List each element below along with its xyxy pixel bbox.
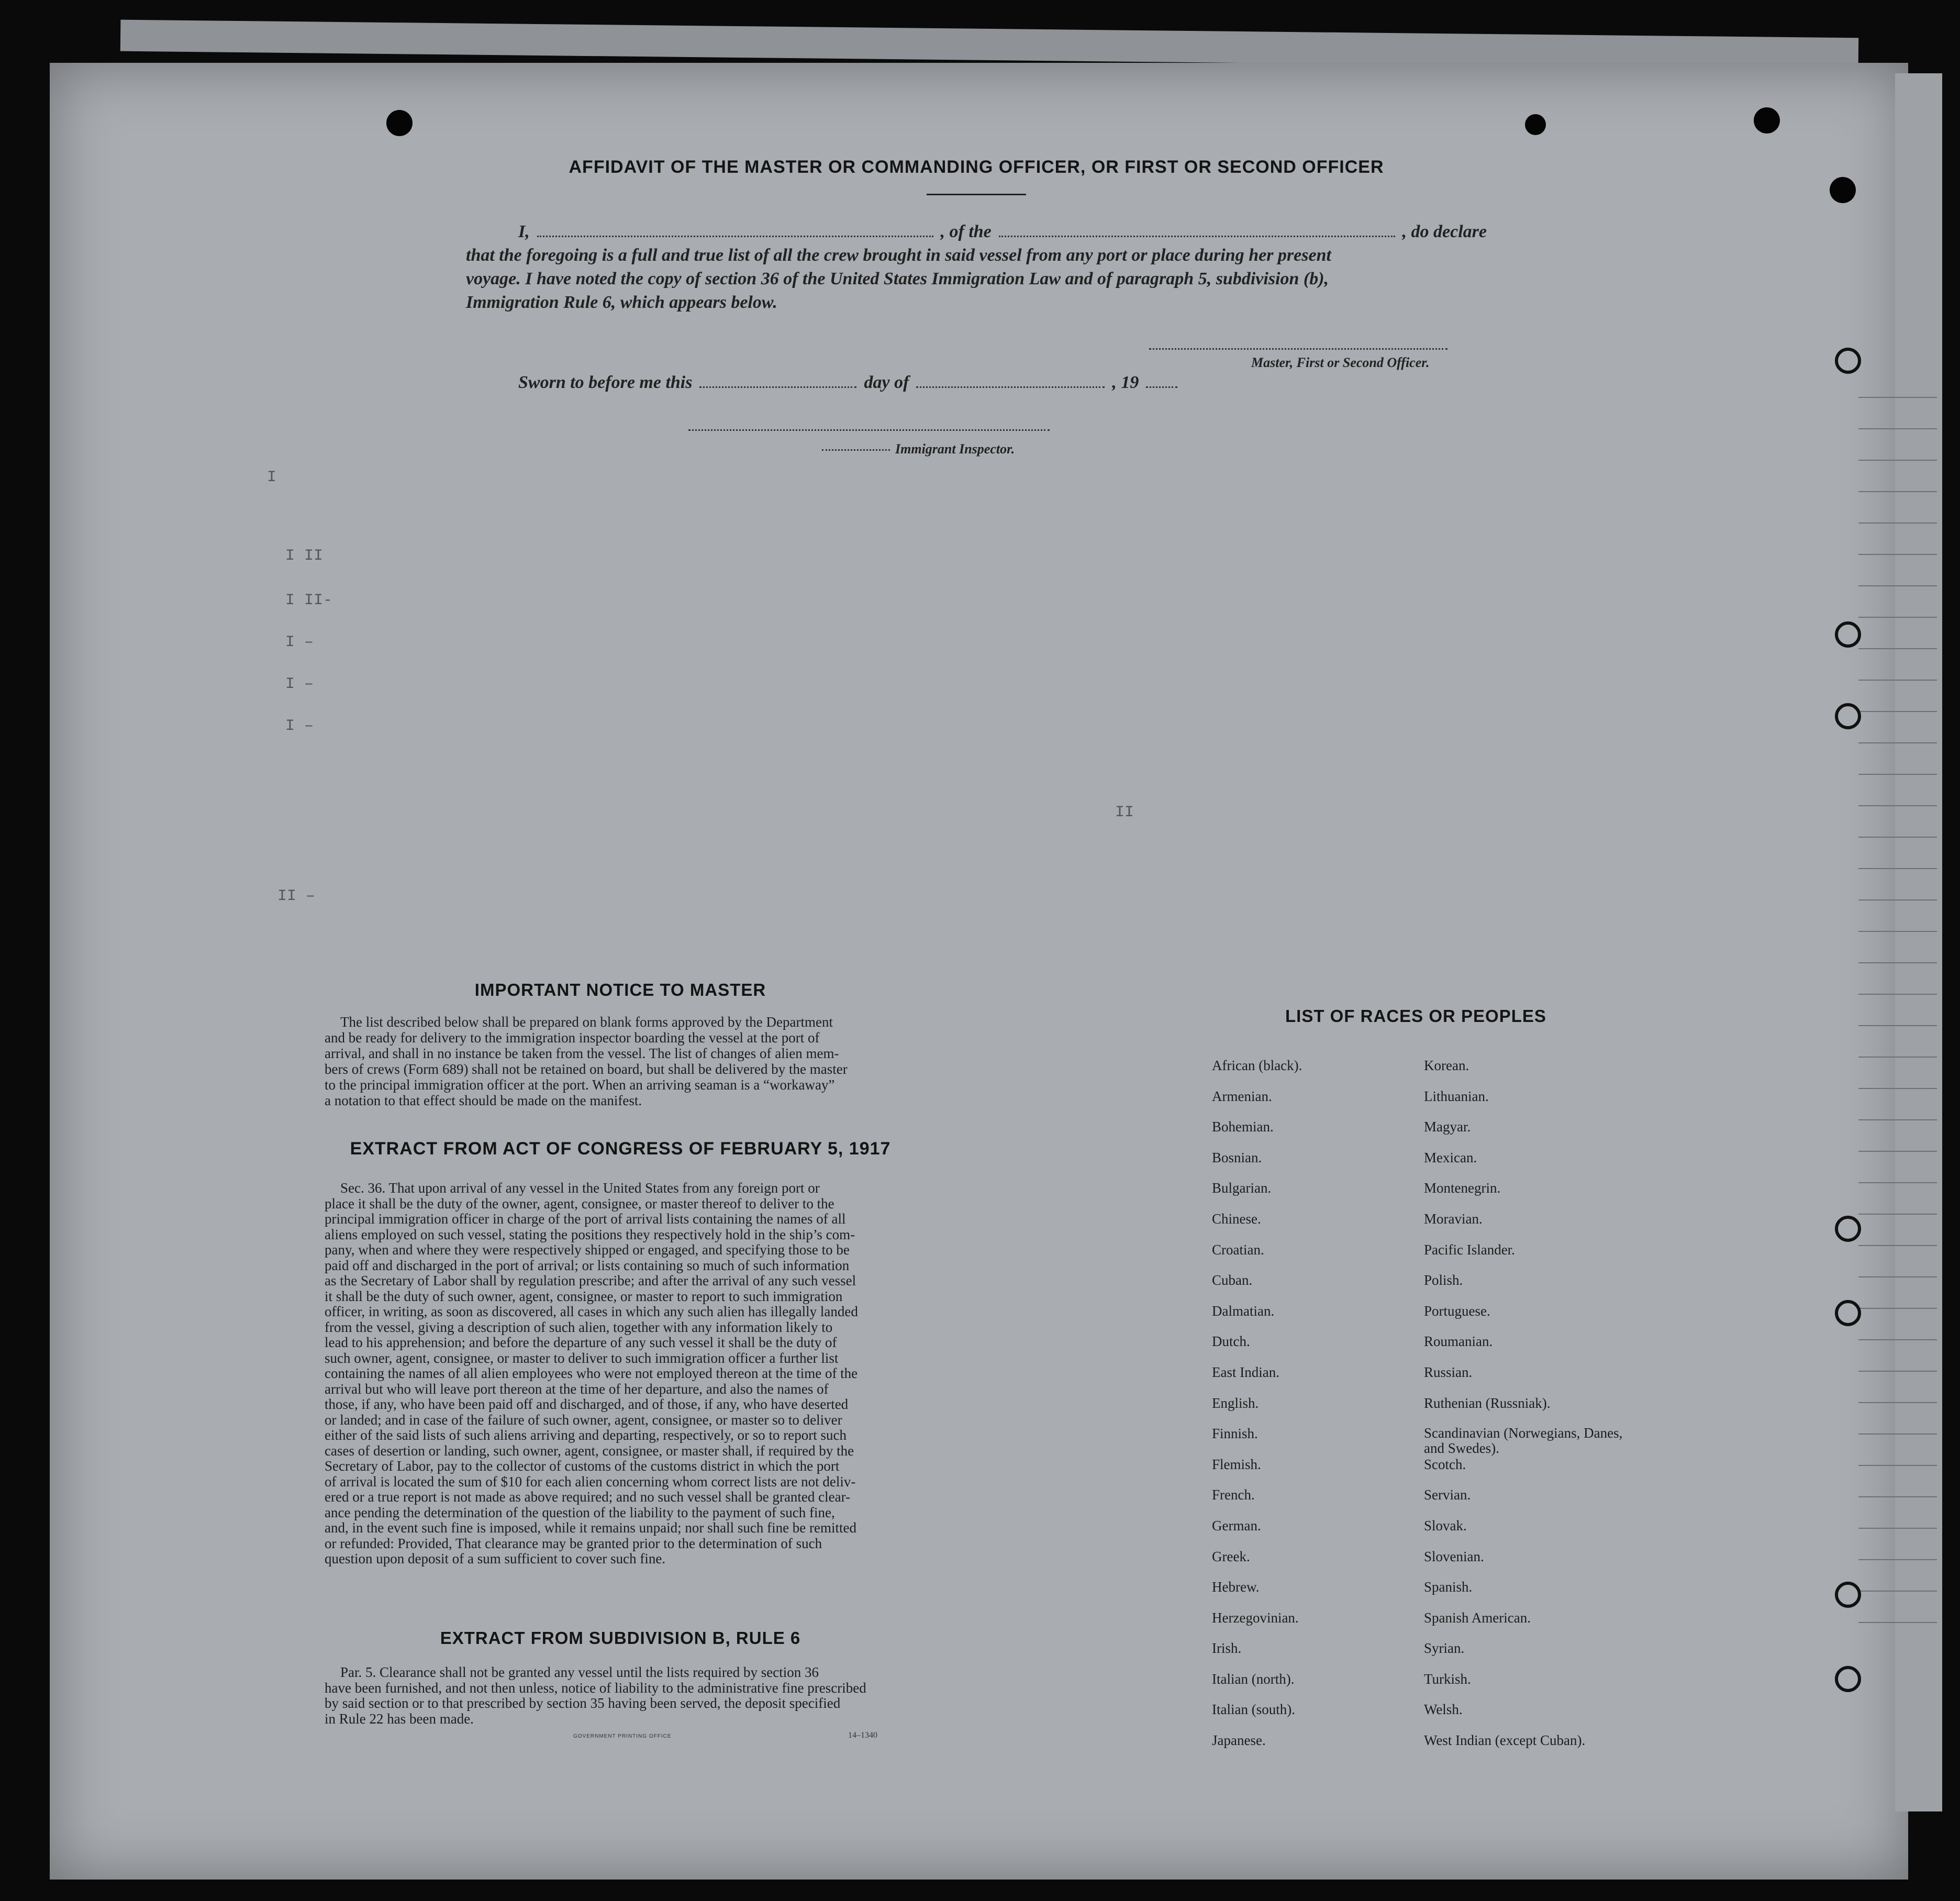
race-item: Armenian.: [1212, 1088, 1272, 1104]
notice-text: [325, 1014, 927, 1108]
race-item: Ruthenian (Russniak).: [1424, 1395, 1551, 1411]
act-text: [325, 1181, 927, 1567]
race-item: Dalmatian.: [1212, 1303, 1275, 1319]
inspector-label: Immigrant Inspector.: [895, 441, 1015, 457]
act-line: either of the said lists of such aliens arriving and departing, respectively, or so to report such: [325, 1427, 847, 1443]
sworn-line: [518, 373, 1177, 393]
sworn-prefix: Sworn to before me this: [518, 373, 693, 392]
rule6-line: have been furnished, and not then unless, notice of liability to the administrative fine prescribed: [325, 1680, 866, 1696]
notice-line: a notation to that effect should be made on the manifest.: [325, 1093, 642, 1108]
ledger-lines: [1858, 366, 1937, 1623]
margin-mark: I –: [285, 675, 314, 693]
act-line: paid off and discharged in the port of arrival; or lists containing so much of such information: [325, 1257, 850, 1273]
punch-ring: [1835, 703, 1861, 729]
act-line: from the vessel, giving a description of such alien, together with any information likely to: [325, 1319, 833, 1335]
sworn-month-field[interactable]: [916, 386, 1105, 388]
margin-mark: I II-: [285, 592, 333, 609]
punch-ring: [1835, 1582, 1861, 1608]
race-item: Dutch.: [1212, 1333, 1250, 1350]
race-item: Scandinavian (Norwegians, Danes, and Swedes).: [1424, 1425, 1623, 1457]
inspector-signature-field[interactable]: [688, 429, 1050, 431]
margin-mark: II –: [277, 887, 316, 905]
races-column-1: [1212, 1058, 1302, 1763]
margin-mark: I: [267, 469, 277, 486]
notice-line: bers of crews (Form 689) shall not be retained on board, but shall be delivered by the master: [325, 1061, 848, 1077]
title-rule: [927, 194, 1026, 195]
affidavit-line: that the foregoing is a full and true list of all the crew brought in said vessel from any port or place during her present: [466, 246, 1331, 265]
race-item: Bohemian.: [1212, 1119, 1274, 1135]
race-item: African (black).: [1212, 1058, 1302, 1073]
race-item: Russian.: [1424, 1364, 1473, 1380]
act-line: containing the names of all alien employees who were not employed thereon at the time of the: [325, 1365, 858, 1381]
race-item: Pacific Islander.: [1424, 1241, 1515, 1258]
race-item: Finnish.: [1212, 1426, 1258, 1442]
notice-title: IMPORTANT NOTICE TO MASTER: [474, 980, 766, 999]
rule6-line: by said section or to that prescribed by section 35 having been served, the deposit specified: [325, 1695, 841, 1711]
race-item: Cuban.: [1212, 1272, 1253, 1288]
race-item: Polish.: [1424, 1272, 1463, 1288]
race-item: Korean.: [1424, 1058, 1469, 1073]
act-line: it shall be the duty of such owner, agent, consignee, or master to report to such immigration: [325, 1288, 843, 1304]
master-signature-field[interactable]: [1149, 348, 1447, 350]
inspector-dots: [822, 449, 890, 451]
act-line: Sec. 36. That upon arrival of any vessel in the United States from any foreign port or: [340, 1180, 820, 1196]
punch-ring: [1835, 1300, 1861, 1326]
rule6-text: [325, 1665, 942, 1727]
race-item: Croatian.: [1212, 1241, 1264, 1258]
act-line: such owner, agent, consignee, or master to deliver to such immigration officer a further list: [325, 1350, 839, 1366]
act-line: and, in the event such fine is imposed, while it remains unpaid; nor shall such fine be remitted: [325, 1520, 857, 1536]
affidavit-declare: , do declare: [1402, 222, 1487, 241]
race-item: French.: [1212, 1487, 1255, 1503]
race-item: Slovenian.: [1424, 1548, 1484, 1564]
race-item: West Indian (except Cuban).: [1424, 1732, 1586, 1749]
race-item: Greek.: [1212, 1548, 1250, 1564]
race-item: Servian.: [1424, 1487, 1471, 1503]
act-line: of arrival is located the sum of $10 for each alien concerning whom correct lists are not deliv-: [325, 1473, 856, 1489]
act-line: question upon deposit of a sum sufficient to cover such fine.: [325, 1551, 666, 1566]
act-line: or refunded: Provided, That clearance may be granted prior to the determination of such: [325, 1535, 822, 1551]
sworn-year-field[interactable]: [1146, 386, 1177, 388]
punch-hole: [386, 110, 413, 136]
margin-mark: I II: [285, 547, 324, 565]
race-item: German.: [1212, 1517, 1261, 1533]
race-item: Moravian.: [1424, 1210, 1483, 1227]
act-line: or landed; and in case of the failure of such owner, agent, consignee, or master so to deliver: [325, 1411, 842, 1428]
act-line: officer, in writing, as soon as discovered, all cases in which any such alien has illegally landed: [325, 1304, 858, 1319]
race-item: Scotch.: [1424, 1456, 1466, 1472]
underlying-sheet: [120, 20, 1858, 70]
affidavit-title: AFFIDAVIT OF THE MASTER OR COMMANDING OFFICER, OR FIRST OR SECOND OFFICER: [569, 157, 1384, 177]
act-line: ance pending the determination of the question of the liability to the payment of such fine,: [325, 1504, 835, 1520]
race-item: Turkish.: [1424, 1671, 1471, 1687]
races-column-2: [1424, 1058, 1644, 1763]
sworn-year: , 19: [1112, 373, 1139, 392]
act-line: principal immigration officer in charge of the port of arrival lists containing the names of all: [325, 1211, 846, 1227]
race-item: Montenegrin.: [1424, 1180, 1501, 1196]
printer-imprint: GOVERNMENT PRINTING OFFICE: [573, 1733, 672, 1739]
notice-line: arrival, and shall in no instance be taken from the vessel. The list of changes of alien mem-: [325, 1046, 839, 1061]
sworn-day-of: day of: [864, 373, 909, 392]
act-line: cases of desertion or landing, such owner, agent, consignee, or master shall, if required by the: [325, 1442, 854, 1459]
race-item: Bosnian.: [1212, 1149, 1262, 1165]
race-item: Spanish American.: [1424, 1609, 1531, 1626]
race-item: Chinese.: [1212, 1210, 1261, 1227]
notice-line: to the principal immigration officer at the port. When an arriving seaman is a “workaway”: [325, 1077, 835, 1093]
race-item: Italian (north).: [1212, 1671, 1295, 1687]
races-title: LIST OF RACES OR PEOPLES: [1285, 1006, 1546, 1026]
act-line: Secretary of Labor, pay to the collector of customs of the customs district in which the port: [325, 1458, 840, 1474]
punch-hole: [1830, 177, 1856, 203]
act-line: arrival but who will leave port thereon at the time of her departure, and also the names of: [325, 1381, 829, 1397]
margin-mark: II: [1115, 804, 1134, 821]
race-item: Magyar.: [1424, 1119, 1471, 1135]
race-item: English.: [1212, 1395, 1259, 1411]
race-item: Flemish.: [1212, 1456, 1261, 1472]
act-line: those, if any, who have been paid off and discharged, and of those, if any, who have deserted: [325, 1396, 849, 1412]
affidavit-text: [466, 220, 1487, 314]
vessel-field[interactable]: [999, 236, 1395, 237]
affidavit-line: Immigration Rule 6, which appears below.: [466, 293, 777, 312]
margin-mark: I –: [285, 717, 314, 735]
punch-ring: [1835, 1216, 1861, 1242]
race-item: Hebrew.: [1212, 1579, 1260, 1595]
rule6-line: Par. 5. Clearance shall not be granted any vessel until the lists required by section 36: [340, 1664, 819, 1680]
margin-mark: I –: [285, 633, 314, 651]
notice-line: and be ready for delivery to the immigration inspector boarding the vessel at the port of: [325, 1030, 820, 1046]
race-item: Herzegovinian.: [1212, 1609, 1299, 1626]
race-item: Irish.: [1212, 1640, 1242, 1657]
act-line: place it shall be the duty of the owner, agent, consignee, or master thereof to deliver to the: [325, 1195, 834, 1211]
affidavit-line: voyage. I have noted the copy of section 36 of the United States Immigration Law and of paragraph 5, subdivision (b),: [466, 269, 1329, 288]
race-item: Portuguese.: [1424, 1303, 1490, 1319]
name-field[interactable]: [537, 236, 933, 237]
punch-hole: [1754, 107, 1780, 134]
punch-ring: [1835, 1666, 1861, 1692]
race-item: Japanese.: [1212, 1732, 1266, 1749]
race-item: Lithuanian.: [1424, 1088, 1489, 1104]
race-item: Slovak.: [1424, 1517, 1467, 1533]
punch-hole: [1525, 114, 1546, 135]
act-line: lead to his apprehension; and before the departure of any such vessel it shall be the duty of: [325, 1335, 837, 1350]
race-item: Mexican.: [1424, 1149, 1477, 1165]
punch-ring: [1835, 621, 1861, 648]
race-item: Syrian.: [1424, 1640, 1465, 1657]
punch-ring: [1835, 348, 1861, 374]
race-item: Roumanian.: [1424, 1333, 1493, 1350]
rule6-line: in Rule 22 has been made.: [325, 1710, 474, 1727]
rule6-title: EXTRACT FROM SUBDIVISION B, RULE 6: [440, 1628, 801, 1648]
affidavit-of-the: , of the: [940, 222, 992, 241]
race-item: Italian (south).: [1212, 1702, 1295, 1718]
act-line: pany, when and where they were respectively shipped or engaged, and specifying those to be: [325, 1242, 850, 1258]
master-signature-label: Master, First or Second Officer.: [1251, 355, 1430, 370]
form-number: 14–1340: [848, 1731, 877, 1740]
notice-line: The list described below shall be prepared on blank forms approved by the Department: [340, 1014, 833, 1030]
act-line: as the Secretary of Labor shall by regulation prescribe; and after the arrival of any such vessel: [325, 1273, 856, 1288]
act-line: ered or a true report is not made as above required; and no such vessel shall be granted clear-: [325, 1489, 851, 1505]
act-title: EXTRACT FROM ACT OF CONGRESS OF FEBRUARY 5, 1917: [350, 1139, 891, 1159]
race-item: Bulgarian.: [1212, 1180, 1272, 1196]
affidavit-i: I,: [518, 222, 530, 241]
race-item: Spanish.: [1424, 1579, 1473, 1595]
race-item: East Indian.: [1212, 1364, 1279, 1380]
sworn-day-field[interactable]: [699, 386, 856, 388]
race-item: Welsh.: [1424, 1702, 1463, 1718]
act-line: aliens employed on such vessel, stating the positions they respectively hold in the ship’s com-: [325, 1226, 855, 1242]
